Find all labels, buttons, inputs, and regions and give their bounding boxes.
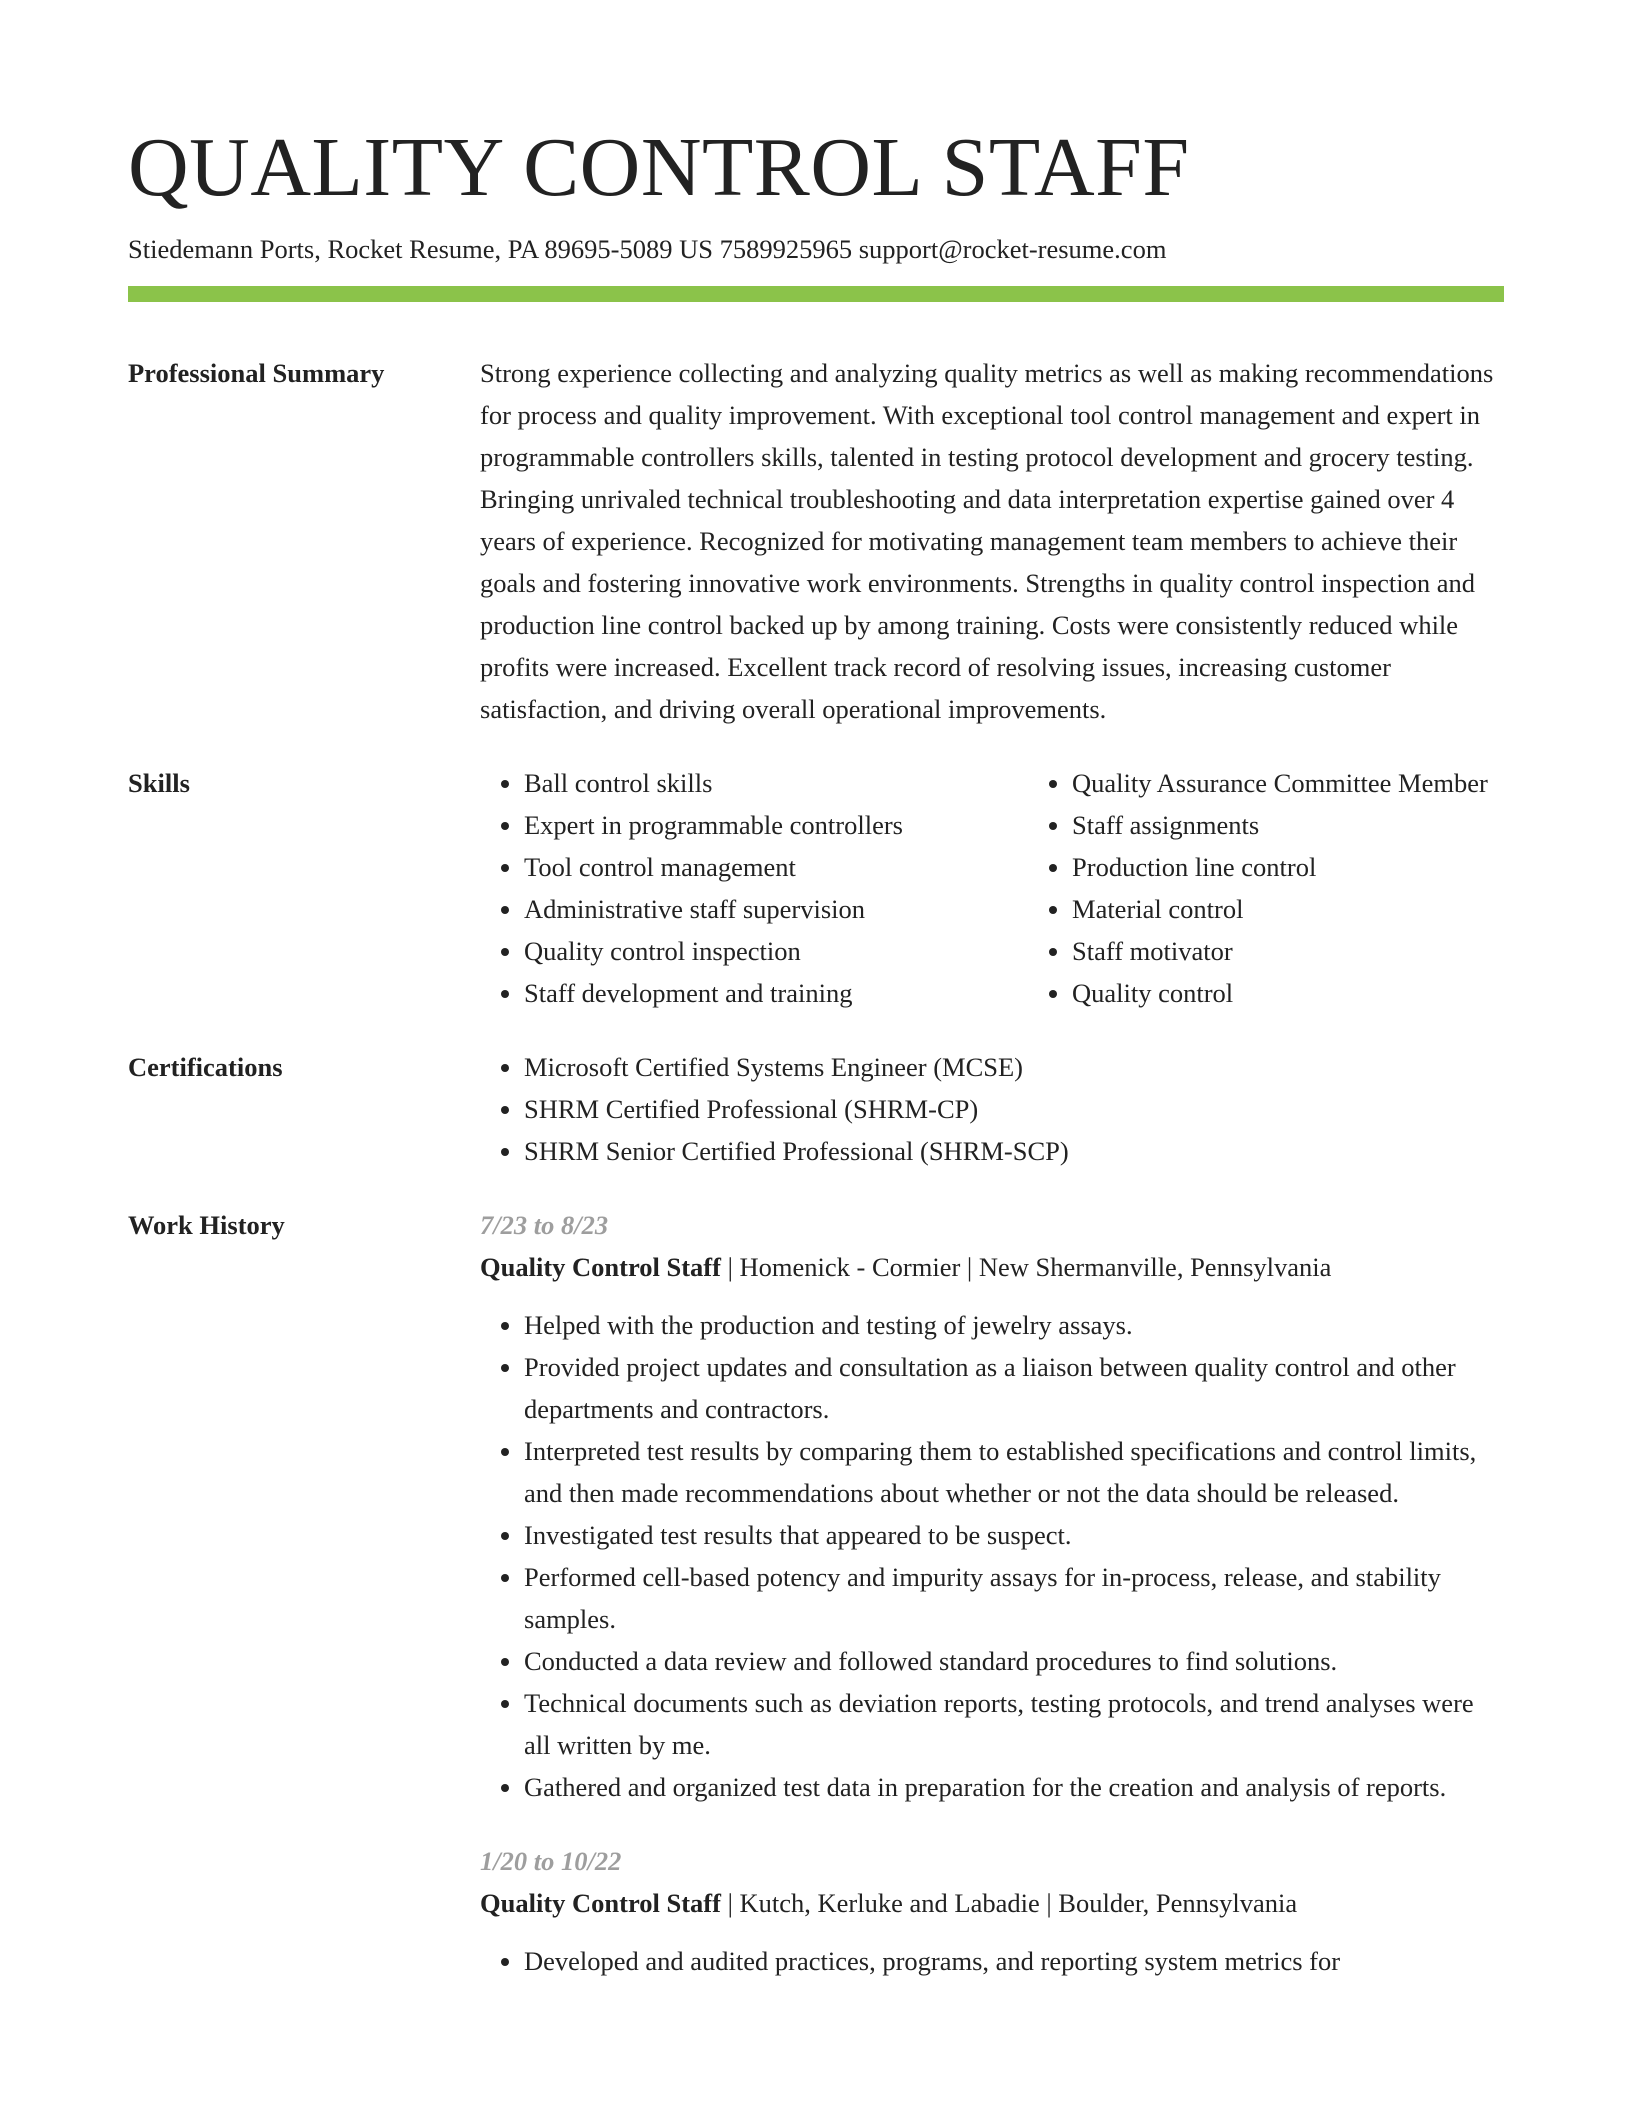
skill-item: • Quality control inspection xyxy=(524,930,1028,972)
skills-list-right xyxy=(1028,762,1504,1014)
job-heading xyxy=(480,1882,1504,1924)
job-duty-item: • Conducted a data review and followed standard procedures to find solutions. xyxy=(524,1640,1504,1682)
certification-item: • SHRM Certified Professional (SHRM-CP) xyxy=(524,1088,1504,1130)
skill-item: • Tool control management xyxy=(524,846,1028,888)
job-duty-item: • Investigated test results that appeared to be suspect. xyxy=(524,1514,1504,1556)
job-dates: 1/20 to 10/22 xyxy=(480,1846,622,1876)
certifications-body xyxy=(480,1046,1504,1172)
skills-list-left xyxy=(480,762,1028,1014)
summary-section xyxy=(128,352,1504,730)
skill-item: • Quality Assurance Committee Member xyxy=(1072,762,1504,804)
certifications-heading: Certifications xyxy=(128,1052,283,1082)
skill-item: • Staff motivator xyxy=(1072,930,1504,972)
job-entry xyxy=(480,1840,1504,1982)
skill-item: • Production line control xyxy=(1072,846,1504,888)
certifications-list xyxy=(480,1046,1504,1172)
job-employer-location: | Kutch, Kerluke and Labadie | Boulder, Pennsylvania xyxy=(720,1888,1298,1918)
job-duties-list xyxy=(480,1940,1504,1982)
skill-item: • Ball control skills xyxy=(524,762,1028,804)
skill-item: • Quality control xyxy=(1072,972,1504,1014)
job-employer-location: | Homenick - Cormier | New Shermanville, Pennsylvania xyxy=(720,1252,1332,1282)
job-duty-item: • Interpreted test results by comparing them to established specifications and control limits, and then made recommendations about whether or not the data should be released. xyxy=(524,1430,1504,1514)
resume-page xyxy=(128,118,1504,1982)
work-history-body xyxy=(480,1204,1504,1982)
job-duty-item: • Performed cell-based potency and impurity assays for in-process, release, and stability samples. xyxy=(524,1556,1504,1640)
job-dates: 7/23 to 8/23 xyxy=(480,1210,609,1240)
skill-item: • Expert in programmable controllers xyxy=(524,804,1028,846)
job-duty-item: • Provided project updates and consultation as a liaison between quality control and other departments and contractors. xyxy=(524,1346,1504,1430)
accent-divider xyxy=(128,286,1504,302)
contact-info: Stiedemann Ports, Rocket Resume, PA 89695-5089 US 7589925965 support@rocket-resume.com xyxy=(128,234,1167,264)
skills-section xyxy=(128,762,1504,1014)
job-duty-item: • Technical documents such as deviation reports, testing protocols, and trend analyses were all written by me. xyxy=(524,1682,1504,1766)
job-title: Quality Control Staff xyxy=(480,1888,721,1918)
job-duties-list xyxy=(480,1304,1504,1808)
certification-item: • Microsoft Certified Systems Engineer (MCSE) xyxy=(524,1046,1504,1088)
job-heading xyxy=(480,1246,1504,1288)
summary-body xyxy=(480,352,1504,730)
certifications-section xyxy=(128,1046,1504,1172)
skills-body xyxy=(480,762,1504,1014)
work-history-heading: Work History xyxy=(128,1210,285,1240)
job-duty-item: • Helped with the production and testing of jewelry assays. xyxy=(524,1304,1504,1346)
page-title: QUALITY CONTROL STAFF xyxy=(128,121,1190,214)
certification-item: • SHRM Senior Certified Professional (SHRM-SCP) xyxy=(524,1130,1504,1172)
skill-item: • Staff assignments xyxy=(1072,804,1504,846)
skill-item: • Material control xyxy=(1072,888,1504,930)
job-duty-item: • Developed and audited practices, programs, and reporting system metrics for xyxy=(524,1940,1504,1982)
job-title: Quality Control Staff xyxy=(480,1252,721,1282)
summary-text: Strong experience collecting and analyzing quality metrics as well as making recommendations for process and quality improvement. With exceptional tool control management and expert in programmable controllers skills, talented in testing protocol development and grocery testing. Bringing unrivaled technical troubleshooting and data interpretation expertise gained over 4 years of experience. Recognized for motivating management team members to achieve their goals and fostering innovative work environments. Strengths in quality control inspection and production line control backed up by among training. Costs were consistently reduced while profits were increased. Excellent track record of resolving issues, increasing customer satisfaction, and driving overall operational improvements. xyxy=(480,358,1494,724)
skills-heading: Skills xyxy=(128,768,190,798)
skill-item: • Staff development and training xyxy=(524,972,1028,1014)
job-duty-item: • Gathered and organized test data in preparation for the creation and analysis of reports. xyxy=(524,1766,1504,1808)
work-history-section xyxy=(128,1204,1504,1982)
summary-heading: Professional Summary xyxy=(128,358,385,388)
job-entry xyxy=(480,1204,1504,1808)
skill-item: • Administrative staff supervision xyxy=(524,888,1028,930)
